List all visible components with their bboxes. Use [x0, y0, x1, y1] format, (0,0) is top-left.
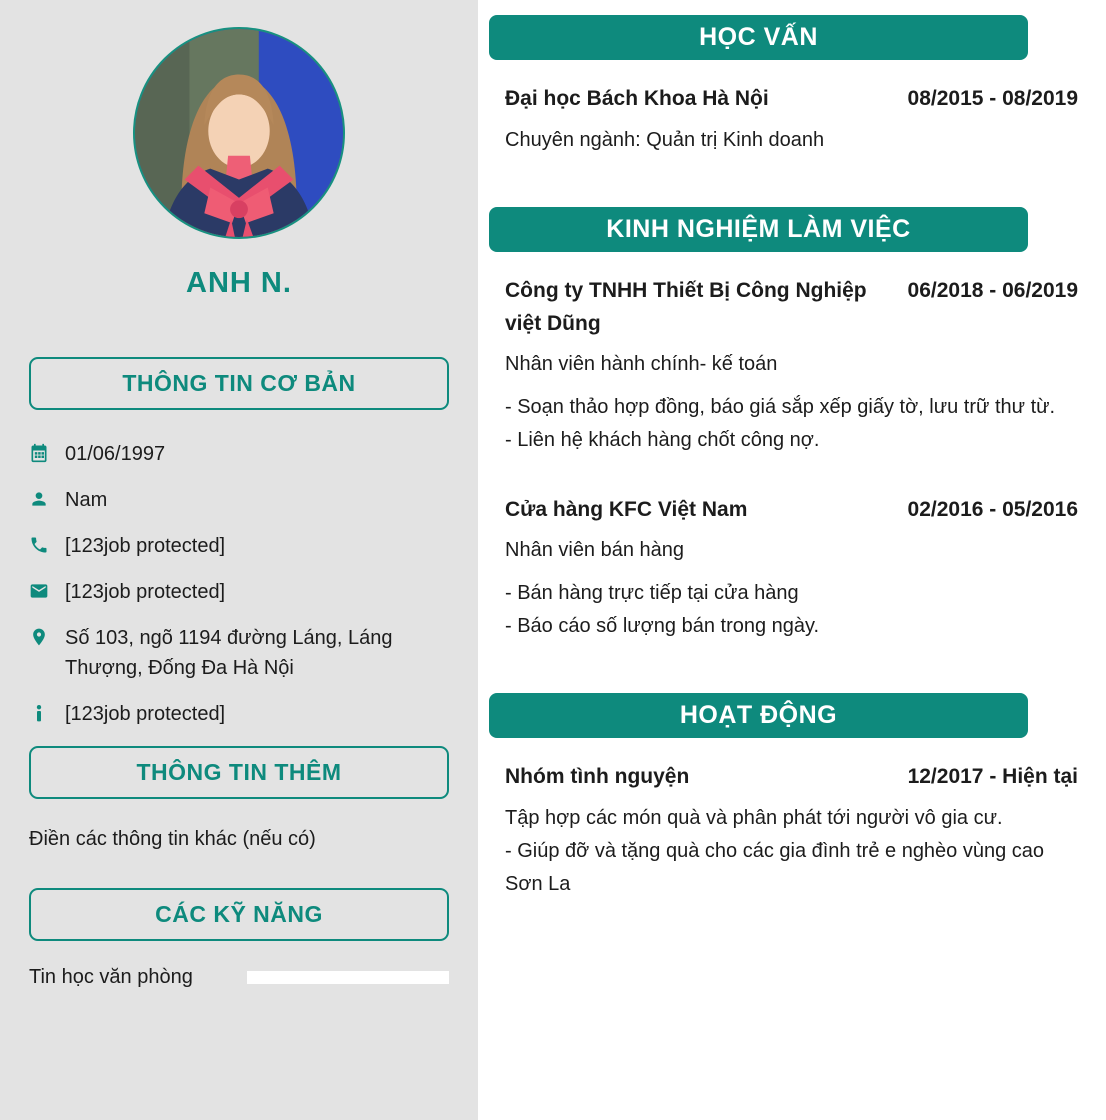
- experience-banner: [489, 207, 1028, 252]
- activities-banner: [489, 693, 1028, 738]
- experience-period: 02/2016 - 05/2016: [907, 498, 1078, 521]
- experience-entry: [505, 493, 1078, 643]
- gender-value: Nam: [65, 489, 108, 511]
- activity-entry: [505, 760, 1078, 901]
- company-name: Công ty TNHH Thiết Bị Công Nghiệp việt Dũng: [505, 279, 867, 335]
- activity-detail: Tập hợp các món quà và phân phát tới người vô gia cư.: [505, 807, 1003, 829]
- envelope-icon: [29, 577, 53, 607]
- activity-period: 12/2017 - Hiện tại: [907, 765, 1078, 788]
- calendar-icon: [29, 439, 53, 469]
- activity-name: Nhóm tình nguyện: [505, 765, 690, 788]
- user-icon: [29, 485, 53, 515]
- experience-banner-label: KINH NGHIỆM LÀM VIỆC: [606, 215, 911, 243]
- education-banner-label: HỌC VẤN: [699, 23, 818, 51]
- skill-row: [29, 966, 449, 989]
- education-section: [478, 15, 1106, 157]
- activity-detail: - Giúp đỡ và tặng quà cho các gia đình trẻ e nghèo vùng cao Sơn La: [505, 840, 1045, 895]
- profile-photo: [133, 27, 345, 239]
- phone-icon: [29, 531, 53, 561]
- email-value: [123job protected]: [65, 581, 226, 603]
- skill-progress-bar: [247, 971, 449, 984]
- additional-info-note: Điền các thông tin khác (nếu có): [29, 828, 316, 850]
- job-duty: - Soạn thảo hợp đồng, báo giá sắp xếp giấy tờ, lưu trữ thư từ.: [505, 396, 1056, 418]
- job-duty: - Liên hệ khách hàng chốt công nợ.: [505, 429, 820, 451]
- candidate-name: ANH N.: [186, 267, 292, 299]
- profile-photo-illustration: [135, 29, 343, 237]
- education-entry: [505, 82, 1078, 157]
- address-value: Số 103, ngõ 1194 đường Láng, Láng Thượng, Đống Đa Hà Nội: [65, 627, 393, 679]
- activities-section: [478, 693, 1106, 901]
- basic-info-list: [0, 410, 478, 729]
- list-item: [29, 699, 450, 729]
- education-detail: Chuyên ngành: Quản trị Kinh doanh: [505, 129, 825, 151]
- skill-label: Tin học văn phòng: [29, 966, 193, 988]
- experience-period: 06/2018 - 06/2019: [907, 279, 1078, 302]
- extra-contact-value: [123job protected]: [65, 703, 226, 725]
- job-duty: - Báo cáo số lượng bán trong ngày.: [505, 615, 820, 637]
- experience-section: [478, 207, 1106, 643]
- main-content: [478, 0, 1106, 1120]
- list-item: [29, 531, 450, 561]
- job-title: Nhân viên bán hàng: [505, 539, 685, 561]
- list-item: [29, 485, 450, 515]
- education-banner: [489, 15, 1028, 60]
- basic-info-header: [29, 357, 449, 410]
- additional-info-title: THÔNG TIN THÊM: [136, 759, 342, 785]
- additional-info-header: [29, 746, 449, 799]
- job-duty: - Bán hàng trực tiếp tại cửa hàng: [505, 582, 799, 604]
- activities-banner-label: HOẠT ĐỘNG: [679, 701, 838, 729]
- map-pin-icon: [29, 623, 53, 683]
- birthdate-value: 01/06/1997: [65, 443, 166, 465]
- list-item: [29, 577, 450, 607]
- company-name: Cửa hàng KFC Việt Nam: [505, 498, 748, 521]
- phone-value: [123job protected]: [65, 535, 226, 557]
- list-item: [29, 623, 450, 683]
- skills-header: [29, 888, 449, 941]
- education-period: 08/2015 - 08/2019: [907, 87, 1078, 110]
- basic-info-title: THÔNG TIN CƠ BẢN: [122, 370, 356, 396]
- info-icon: [29, 699, 53, 729]
- list-item: [29, 439, 450, 469]
- skills-title: CÁC KỸ NĂNG: [155, 901, 323, 927]
- experience-entry: [505, 274, 1078, 457]
- sidebar: [0, 0, 478, 1120]
- school-name: Đại học Bách Khoa Hà Nội: [505, 87, 769, 110]
- job-title: Nhân viên hành chính- kế toán: [505, 353, 778, 375]
